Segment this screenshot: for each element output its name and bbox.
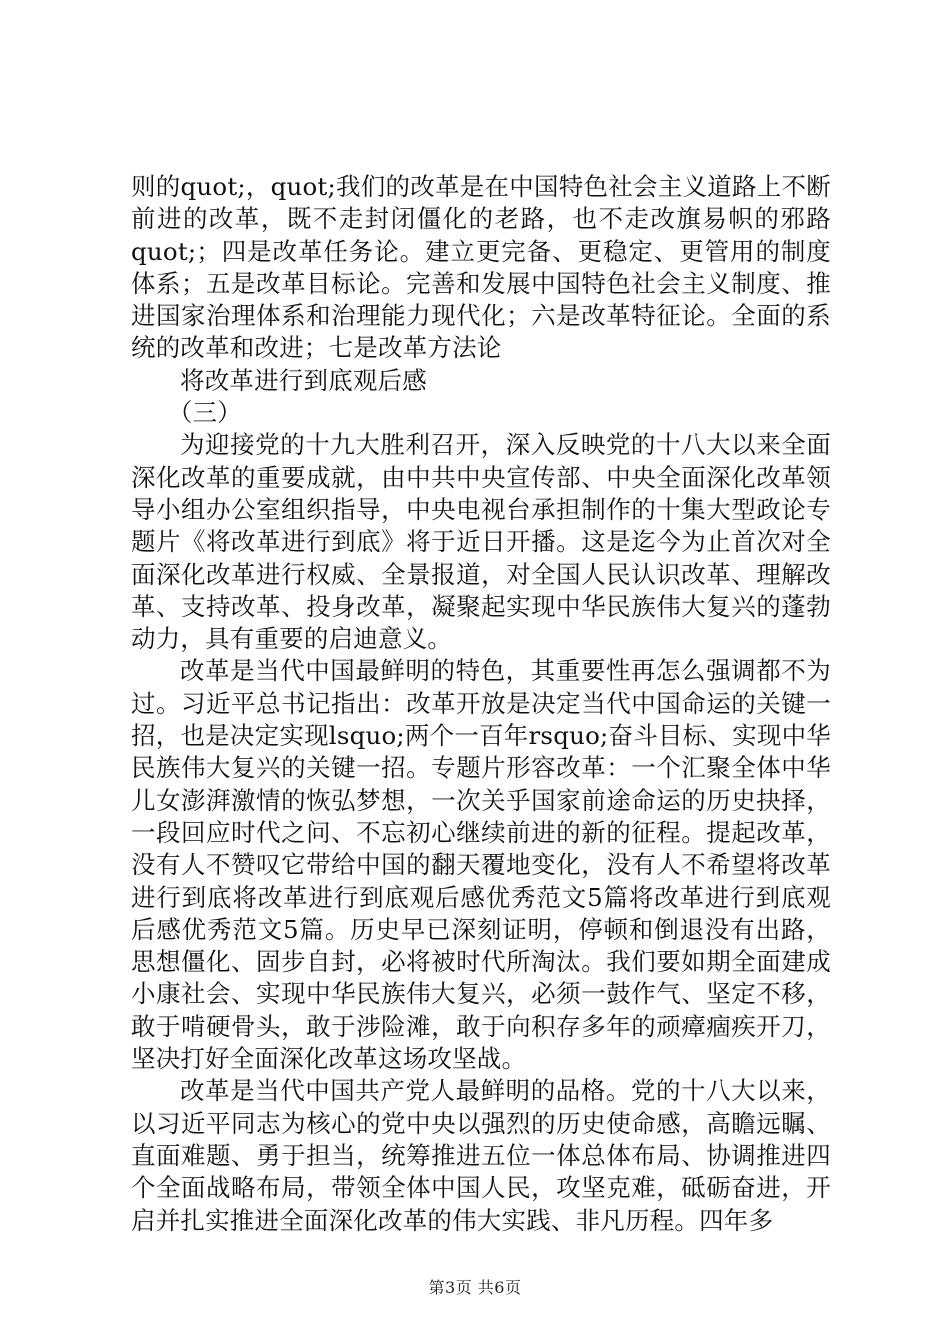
document-body bbox=[131, 171, 831, 1237]
paragraph-intro: 为迎接党的十九大胜利召开，深入反映党的十八大以来全面深化改革的重要成就，由中共中央宣传部、中央全面深化改革领导小组办公室组织指导，中央电视台承担制作的十集大型政论专题片《将改革进行到底》将于近日开播。这是迄今为止首次对全面深化改革进行权威、全景报道，对全国人民认识改革、理解改革、支持改革、投身改革，凝聚起实现中华民族伟大复兴的蓬勃动力，具有重要的启迪意义。 bbox=[131, 430, 831, 654]
article-title: 将改革进行到底观后感 bbox=[180, 365, 427, 395]
paragraph-reform-feature: 改革是当代中国最鲜明的特色，其重要性再怎么强调都不为过。习近平总书记指出：改革开放是决定当代中国命运的关键一招，也是决定实现lsquo;两个一百年rsquo;奋斗目标、实现中华民族伟大复兴的关键一招。专题片形容改革：一个汇聚全体中华儿女澎湃激情的恢弘梦想，一次关乎国家前途命运的历史抉择，一段回应时代之问、不忘初心继续前进的新的征程。提起改革，没有人不赞叹它带给中国的翻天覆地变化，没有人不希望将改革进行到底将改革进行到底观后感优秀范文5篇将改革进行到底观后感优秀范文5篇。历史早已深刻证明，停顿和倒退没有出路，思想僵化、固步自封，必将被时代所淘汰。我们要如期全面建成小康社会、实现中华民族伟大复兴，必须一鼓作气、坚定不移，敢于啃硬骨头，敢于涉险滩，敢于向积存多年的顽瘴痼疾开刀，坚决打好全面深化改革这场攻坚战。 bbox=[131, 656, 831, 1074]
section-number: （三） bbox=[167, 398, 242, 428]
page-number-footer: 第3页 共6页 bbox=[428, 1278, 522, 1297]
paragraph-continuation: 则的quot;，quot;我们的改革是在中国特色社会主义道路上不断前进的改革，既不走封闭僵化的老路，也不走改旗易帜的邪路quot;；四是改革任务论。建立更完备、更稳定、更管用的制度体系；五是改革目标论。完善和发展中国特色社会主义制度、推进国家治理体系和治理能力现代化；六是改革特征论。全面的系统的改革和改进；七是改革方法论 bbox=[131, 172, 831, 363]
paragraph-reform-character: 改革是当代中国共产党人最鲜明的品格。党的十八大以来，以习近平同志为核心的党中央以强烈的历史使命感，高瞻远瞩、直面难题、勇于担当，统筹推进五位一体总体布局、协调推进四个全面战略布局，带领全体中国人民，攻坚克难，砥砺奋进，开启并扎实推进全面深化改革的伟大实践、非凡历程。四年多 bbox=[131, 1076, 831, 1235]
